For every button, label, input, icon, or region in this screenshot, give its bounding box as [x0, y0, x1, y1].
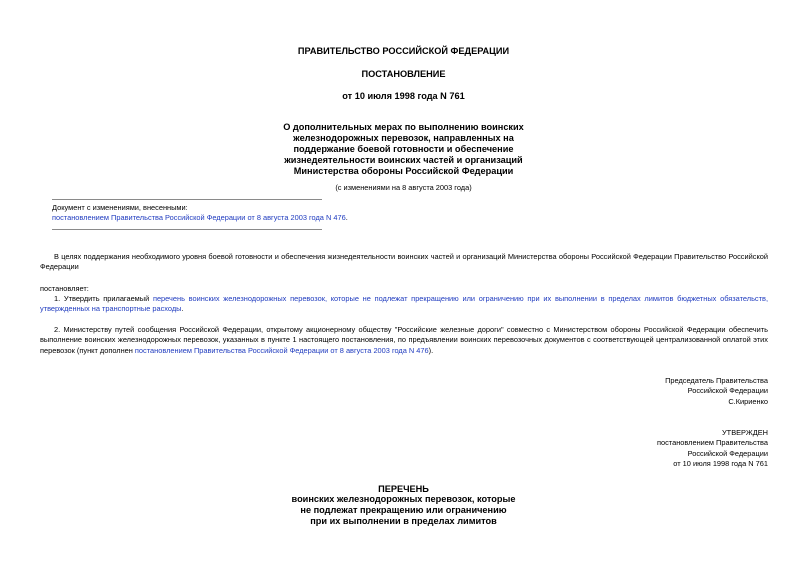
- signature-line: С.Кириенко: [728, 396, 768, 406]
- item-2-amendment-link[interactable]: постановлением Правительства Российской Федерации от 8 августа 2003 года N 476: [134, 345, 429, 355]
- divider-bottom: [52, 229, 322, 230]
- appendix-title: ПЕРЕЧЕНЬ: [378, 484, 429, 494]
- item-2-text: 2. Министерству путей сообщения Российской Федерации, открытому акционерному обществу "Российские железные дороги" совместно с Министерством обороны Российской Федерации обеспечить выполнение воинских железнодорожных перевозок, указанных в пункте 1 настоящего постановления, по предъявлении воинских перевозочных документов с соответствующей централизованной оплатой этих перевозок (пункт дополнен: [40, 325, 768, 355]
- approval-block: [560, 428, 768, 470]
- item-1-suffix: .: [181, 304, 184, 314]
- decree-text: постановляет:: [40, 284, 89, 293]
- amendment-link[interactable]: постановлением Правительства Российской Федерации от 8 августа 2003 года N 476: [52, 213, 346, 222]
- approval-line: от 10 июля 1998 года N 761: [673, 459, 768, 469]
- item-2-suffix: ).: [428, 345, 434, 355]
- list-link[interactable]: перечень воинских железнодорожных перевозок, которые не подлежат прекращению или ограничению при их выполнении в пределах лимитов бюджетных обязательств, утвержденных на транспортные расходы: [40, 294, 768, 314]
- divider-top: [52, 199, 322, 200]
- appendix-subtitle-line: при их выполнении в пределах лимитов: [310, 516, 497, 526]
- revision-note: (с изменениями на 8 августа 2003 года): [335, 183, 472, 192]
- item-1-prefix: 1. Утвердить прилагаемый: [54, 294, 153, 303]
- appendix-subtitle: [0, 494, 807, 527]
- approval-line: УТВЕРЖДЕН: [721, 428, 768, 437]
- appendix-subtitle-line: не подлежат прекращению или ограничению: [300, 505, 507, 515]
- item-1-paragraph: [40, 294, 768, 315]
- title-line: железнодорожных перевозок, направленных на: [293, 133, 514, 143]
- document-type: ПОСТАНОВЛЕНИЕ: [361, 69, 446, 79]
- approval-line: Российской Федерации: [687, 448, 768, 458]
- intro-paragraph: [40, 252, 768, 273]
- approval-line: постановлением Правительства: [657, 438, 768, 448]
- document-title: [0, 122, 807, 177]
- title-line: жизнедеятельности воинских частей и организаций: [284, 155, 523, 165]
- signature-line: Российской Федерации: [687, 386, 768, 396]
- intro-text: В целях поддержания необходимого уровня боевой готовности и обеспечения жизнедеятельности воинских частей и организаций Министерства обороны Российской Федерации Правительство Российской Федерации: [40, 252, 768, 272]
- appendix-subtitle-line: воинских железнодорожных перевозок, которые: [291, 494, 516, 504]
- signature-block: [560, 376, 768, 407]
- decree-word: [40, 284, 768, 294]
- title-line: Министерства обороны Российской Федерации: [293, 166, 514, 176]
- changes-entry: [52, 213, 348, 223]
- item-2-paragraph: [40, 325, 768, 356]
- government-name: ПРАВИТЕЛЬСТВО РОССИЙСКОЙ ФЕДЕРАЦИИ: [297, 46, 510, 56]
- changes-label: Документ с изменениями, внесенными:: [52, 203, 188, 212]
- amendment-link-suffix: .: [345, 213, 348, 222]
- signature-line: Председатель Правительства: [665, 376, 768, 385]
- title-line: О дополнительных мерах по выполнению воинских: [283, 122, 524, 132]
- title-line: поддержание боевой готовности и обеспечение: [293, 144, 514, 154]
- document-date-number: от 10 июля 1998 года N 761: [342, 91, 465, 101]
